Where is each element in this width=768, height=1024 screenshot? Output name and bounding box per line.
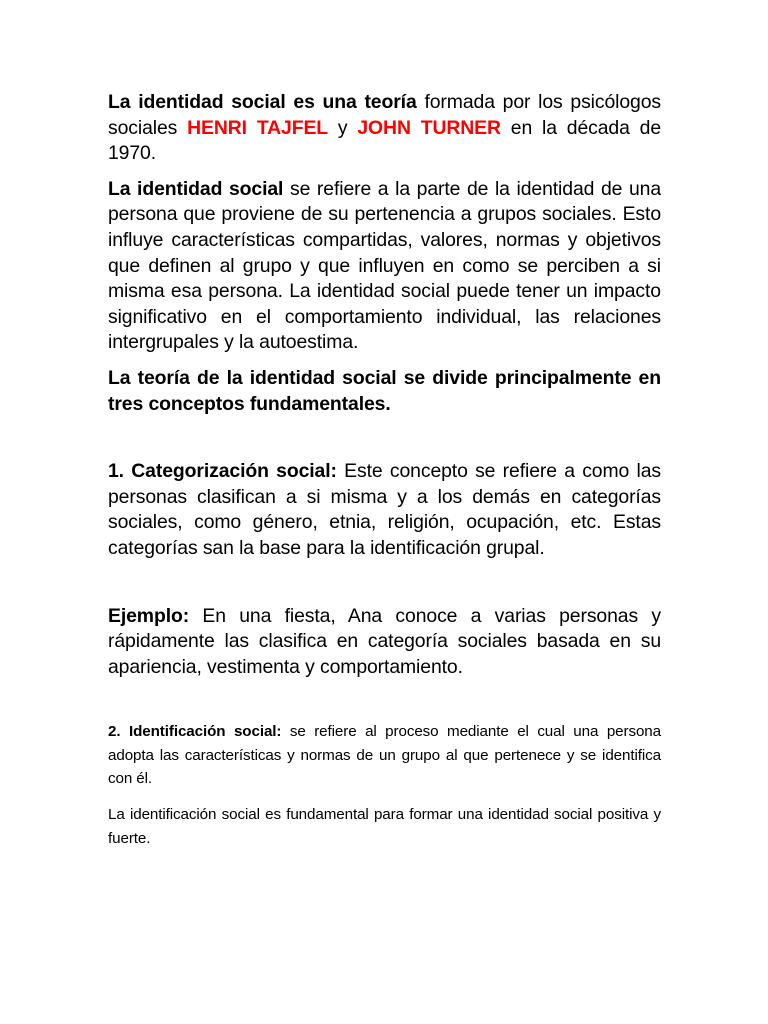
paragraph-ejemplo <box>108 604 661 681</box>
paragraph-identificacion-fundamental: La identificación social es fundamental para formar una identidad social positiva y fuerte. <box>108 806 661 847</box>
paragraph-intro <box>108 90 661 167</box>
definition-text: se refiere a la parte de la identidad de una persona que proviene de su pertenencia a grupos sociales. Esto influye características compartidas, valores, normas y objetivos que definen al grupo y que influyen en como se perciben a si misma esa persona. La identidad social puede tener un impacto significativo en el comportamiento individual, las relaciones intergrupales y la autoestima. <box>108 177 662 354</box>
intro-text-c: en la década de 1970. <box>108 116 662 165</box>
document-page <box>108 90 661 850</box>
ejemplo-heading: Ejemplo: <box>108 604 190 627</box>
identificacion-text: se refiere al proceso mediante el cual una persona adopta las características y normas de un grupo al que pertenece y se identifica con él. <box>108 723 662 788</box>
definition-bold-text: La identidad social <box>108 177 284 200</box>
categorizacion-heading: 1. Categorización social: <box>108 460 337 483</box>
paragraph-three-concepts: La teoría de la identidad social se divide principalmente en tres conceptos fundamentales. <box>108 366 661 415</box>
paragraph-identificacion <box>108 720 661 791</box>
intro-bold-text: La identidad social es una teoría <box>108 91 417 113</box>
ejemplo-text: En una fiesta, Ana conoce a varias personas y rápidamente las clasifica en categoría sociales basada en su apariencia, vestimenta y comportamiento. <box>108 604 661 678</box>
name-john-turner: JOHN TURNER <box>357 116 501 139</box>
identificacion-heading: 2. Identificación social: <box>108 723 282 741</box>
name-henri-tajfel: HENRI TAJFEL <box>187 116 329 139</box>
paragraph-definition <box>108 177 661 356</box>
intro-text-b: y <box>328 116 358 139</box>
paragraph-categorizacion <box>108 459 661 561</box>
categorizacion-text: Este concepto se refiere a como las personas clasifican a si misma y a los demás en categorías sociales, como género, etnia, religión, ocupación, etc. Estas categorías san la base para la identificación grupal. <box>108 460 661 559</box>
intro-text-a: formada por los psicólogos sociales <box>108 91 662 139</box>
